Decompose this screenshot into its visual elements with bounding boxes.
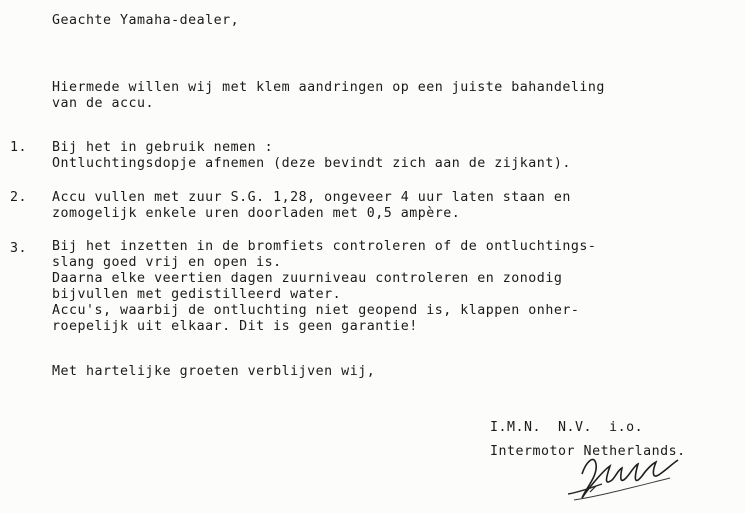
item-2-line-2: zomogelijk enkele uren doorladen met 0,5 ampère. (52, 206, 461, 221)
sender-line-1: I.M.N. N.V. i.o. (490, 420, 644, 435)
intro-line-2: van de accu. (52, 96, 155, 111)
item-3-line-6: roepelijk uit elkaar. Dit is geen garantie! (52, 319, 418, 334)
item-3-number: 3. (10, 241, 28, 256)
greeting: Geachte Yamaha-dealer, (52, 13, 240, 28)
item-3-line-2: slang goed vrij en open is. (52, 255, 282, 270)
item-1-line-1: Bij het in gebruik nemen : (52, 140, 274, 155)
item-3-line-1: Bij het inzetten in de bromfiets controleren of de ontluchtings- (52, 239, 597, 254)
item-2-number: 2. (10, 190, 28, 205)
intro-line-1: Hiermede willen wij met klem aandringen op een juiste bahandeling (52, 80, 605, 95)
item-1-line-2: Ontluchtingsdopje afnemen (deze bevindt zich aan de zijkant). (52, 156, 571, 171)
handwritten-signature (560, 448, 700, 508)
item-3-line-3: Daarna elke veertien dagen zuurniveau controleren en zonodig (52, 271, 563, 286)
item-3-line-4: bijvullen met gedistilleerd water. (52, 287, 342, 302)
item-2-line-1: Accu vullen met zuur S.G. 1,28, ongeveer 4 uur laten staan en (52, 190, 571, 205)
item-1-number: 1. (10, 140, 28, 155)
closing: Met hartelijke groeten verblijven wij, (52, 364, 376, 379)
item-3-line-5: Accu's, waarbij de ontluchting niet geopend is, klappen onher- (52, 303, 580, 318)
sender-line-2: Intermotor Netherlands. (490, 444, 686, 459)
